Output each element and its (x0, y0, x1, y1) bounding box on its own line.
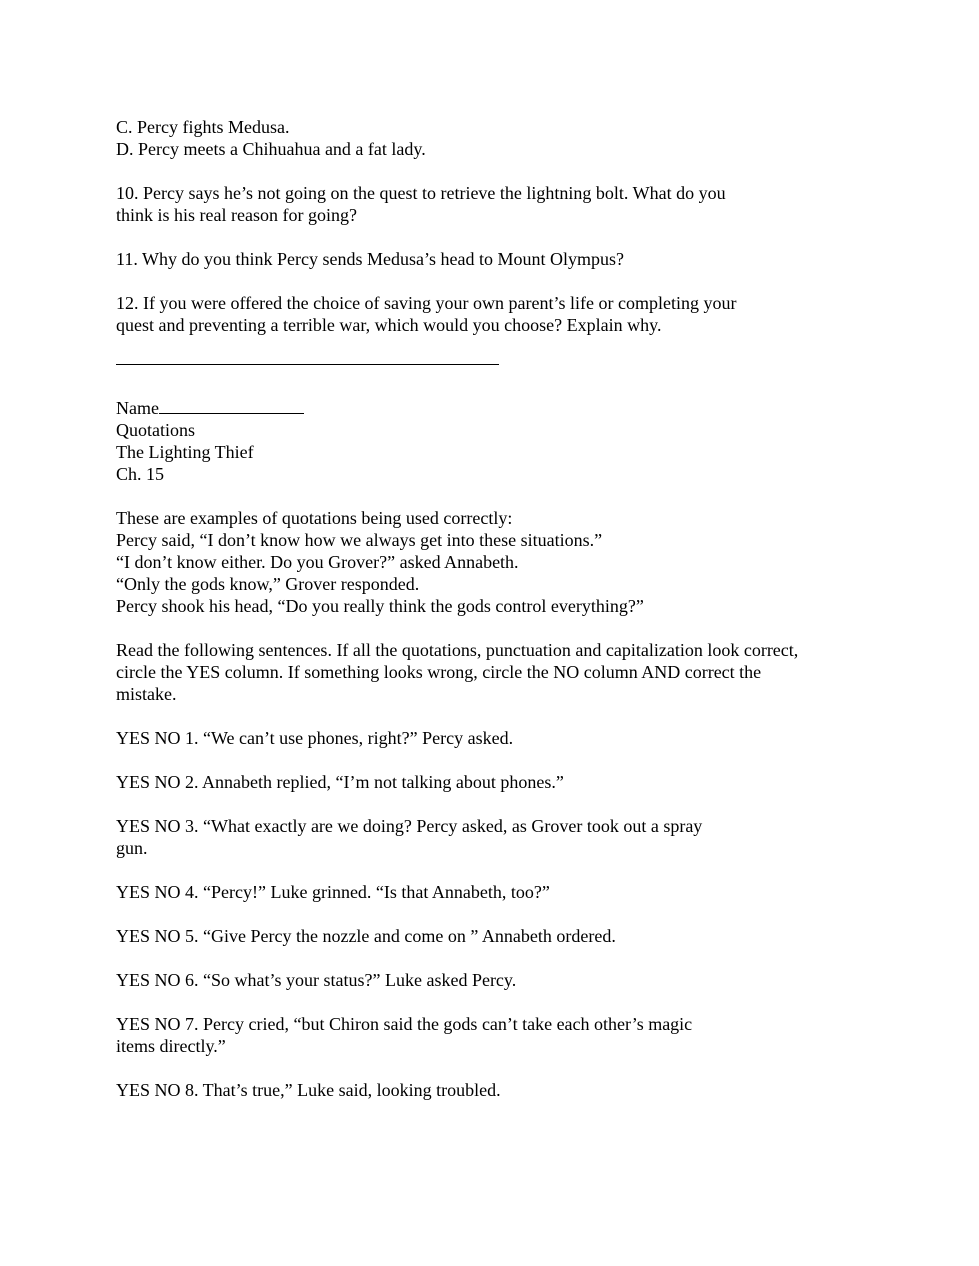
item-7-line-1: YES NO 7. Percy cried, “but Chiron said the gods can’t take each other’s magic (116, 1014, 693, 1034)
question-12-line-2: quest and preventing a terrible war, which would you choose? Explain why. (116, 315, 662, 335)
document-content (116, 116, 876, 1101)
item-6: YES NO 6. “So what’s your status?” Luke asked Percy. (116, 970, 517, 990)
item-1: YES NO 1. “We can’t use phones, right?” Percy asked. (116, 728, 514, 748)
example-line: Percy said, “I don’t know how we always get into these situations.” (116, 530, 603, 550)
example-line: Percy shook his head, “Do you really think the gods control everything?” (116, 596, 644, 616)
question-12-line-1: 12. If you were offered the choice of saving your own parent’s life or completing your (116, 293, 737, 313)
name-field (116, 397, 876, 419)
choice-d: D. Percy meets a Chihuahua and a fat lady. (116, 139, 426, 159)
question-10-line-1: 10. Percy says he’s not going on the quest to retrieve the lightning bolt. What do you (116, 183, 726, 203)
question-11: 11. Why do you think Percy sends Medusa’s head to Mount Olympus? (116, 249, 624, 269)
item-3-line-1: YES NO 3. “What exactly are we doing? Percy asked, as Grover took out a spray (116, 816, 703, 836)
question-10-line-2: think is his real reason for going? (116, 205, 357, 225)
instructions-line-3: mistake. (116, 684, 177, 704)
name-label: Name (116, 398, 159, 418)
item-3-line-2: gun. (116, 838, 148, 858)
examples-intro: These are examples of quotations being used correctly: (116, 508, 513, 528)
item-8: YES NO 8. That’s true,” Luke said, looking troubled. (116, 1080, 501, 1100)
item-7-line-2: items directly.” (116, 1036, 226, 1056)
item-5: YES NO 5. “Give Percy the nozzle and come on ” Annabeth ordered. (116, 926, 616, 946)
choice-c: C. Percy fights Medusa. (116, 117, 290, 137)
item-4: YES NO 4. “Percy!” Luke grinned. “Is that Annabeth, too?” (116, 882, 550, 902)
worksheet-subject: Quotations (116, 420, 195, 440)
name-blank-line (159, 398, 304, 414)
instructions-line-2: circle the YES column. If something looks wrong, circle the NO column AND correct the (116, 662, 762, 682)
worksheet-book: The Lighting Thief (116, 442, 254, 462)
example-line: “Only the gods know,” Grover responded. (116, 574, 420, 594)
item-2: YES NO 2. Annabeth replied, “I’m not talking about phones.” (116, 772, 564, 792)
instructions-line-1: Read the following sentences. If all the quotations, punctuation and capitalization look correct, (116, 640, 799, 660)
example-line: “I don’t know either. Do you Grover?” asked Annabeth. (116, 552, 519, 572)
worksheet-chapter: Ch. 15 (116, 464, 165, 484)
